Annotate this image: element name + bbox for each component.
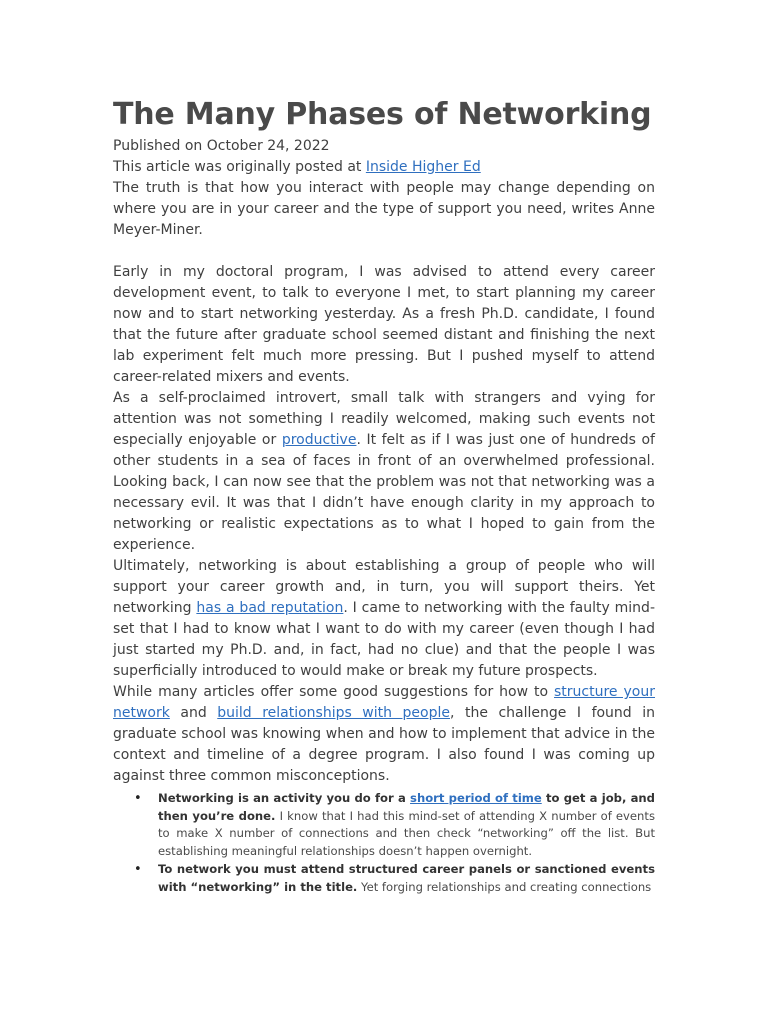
bullet-1-bold-a: Networking is an activity you do for a — [158, 791, 411, 805]
bullet-icon: • — [134, 862, 142, 877]
short-period-of-time-link[interactable]: short period of time — [410, 791, 542, 805]
paragraph-3-text-b: . I came to networking with the faulty mind-set that I had to know what I want to do with my career (even though I had just started my Ph.D. and, in fact, had no clue) and that the people I was superficially introduced to would make or break my future prospects. — [113, 600, 655, 679]
paragraph-4-text-b: , the challenge I found in graduate school was knowing when and how to implement that advice in the context and timeline of a degree program. I also found I was coming up against three common misconceptions. — [113, 705, 655, 784]
article-lead: The truth is that how you interact with people may change depending on where you are in your career and the type of support you need, writes Anne Meyer-Miner. — [113, 180, 655, 238]
paragraph-4-text-mid: and — [169, 705, 218, 721]
bullet-1-bold-b: to get a job, and then you’re done. — [158, 791, 655, 823]
origin-line — [113, 157, 655, 178]
bullet-2-text: Yet forging relationships and creating connections — [357, 879, 652, 894]
origin-prefix: This article was originally posted at — [113, 159, 366, 175]
bad-reputation-link[interactable]: has a bad reputation — [196, 600, 344, 616]
paragraph-3 — [113, 556, 655, 682]
paragraph-2-text-a: As a self-proclaimed introvert, small talk with strangers and vying for attention was not something I readily welcomed, making such events not especially enjoyable or — [113, 390, 655, 448]
build-relationships-link[interactable]: build relationships with people — [217, 705, 450, 721]
paragraph-2-text-b: . It felt as if I was just one of hundreds of other students in a sea of faces in front of an overwhelmed professional. Looking back, I can now see that the problem was not that networking was a necessary evil. It was that I didn’t have enough clarity in my approach to networking or realistic expectations as to what I hoped to gain from the experience. — [113, 432, 655, 553]
paragraph-2 — [113, 388, 655, 556]
paragraph-4-text-a: While many articles offer some good suggestions for how to — [113, 684, 555, 700]
article-title: The Many Phases of Networking — [113, 97, 652, 132]
inside-higher-ed-link[interactable]: Inside Higher Ed — [365, 159, 481, 175]
article — [113, 94, 655, 897]
productive-link[interactable]: productive — [281, 432, 357, 448]
bullet-1-text: I know that I had this mind-set of attending X number of events to make X number of connections and then check “networking” off the list. But establishing meaningful relationships doesn’t happen overnight. — [158, 808, 655, 858]
paragraph-4 — [113, 682, 655, 787]
structure-your-network-link[interactable]: structure your network — [113, 684, 655, 721]
list-item — [134, 861, 655, 896]
bullet-2-bold: To network you must attend structured career panels or sanctioned events with “networking” in the title. — [158, 862, 655, 894]
paragraph-1: Early in my doctoral program, I was advised to attend every career development event, to talk to everyone I met, to start planning my career now and to start networking yesterday. As a fresh Ph.D. candidate, I found that the future after graduate school seemed distant and finishing the next lab experiment felt much more pressing. But I pushed myself to attend career-related mixers and events. — [113, 264, 655, 385]
misconceptions-list — [113, 790, 655, 896]
publish-date: Published on October 24, 2022 — [113, 138, 330, 154]
bullet-icon: • — [134, 791, 142, 806]
list-item — [134, 790, 655, 860]
paragraph-3-text-a: Ultimately, networking is about establishing a group of people who will support your career growth and, in turn, you will support theirs. Yet networking — [113, 558, 655, 616]
